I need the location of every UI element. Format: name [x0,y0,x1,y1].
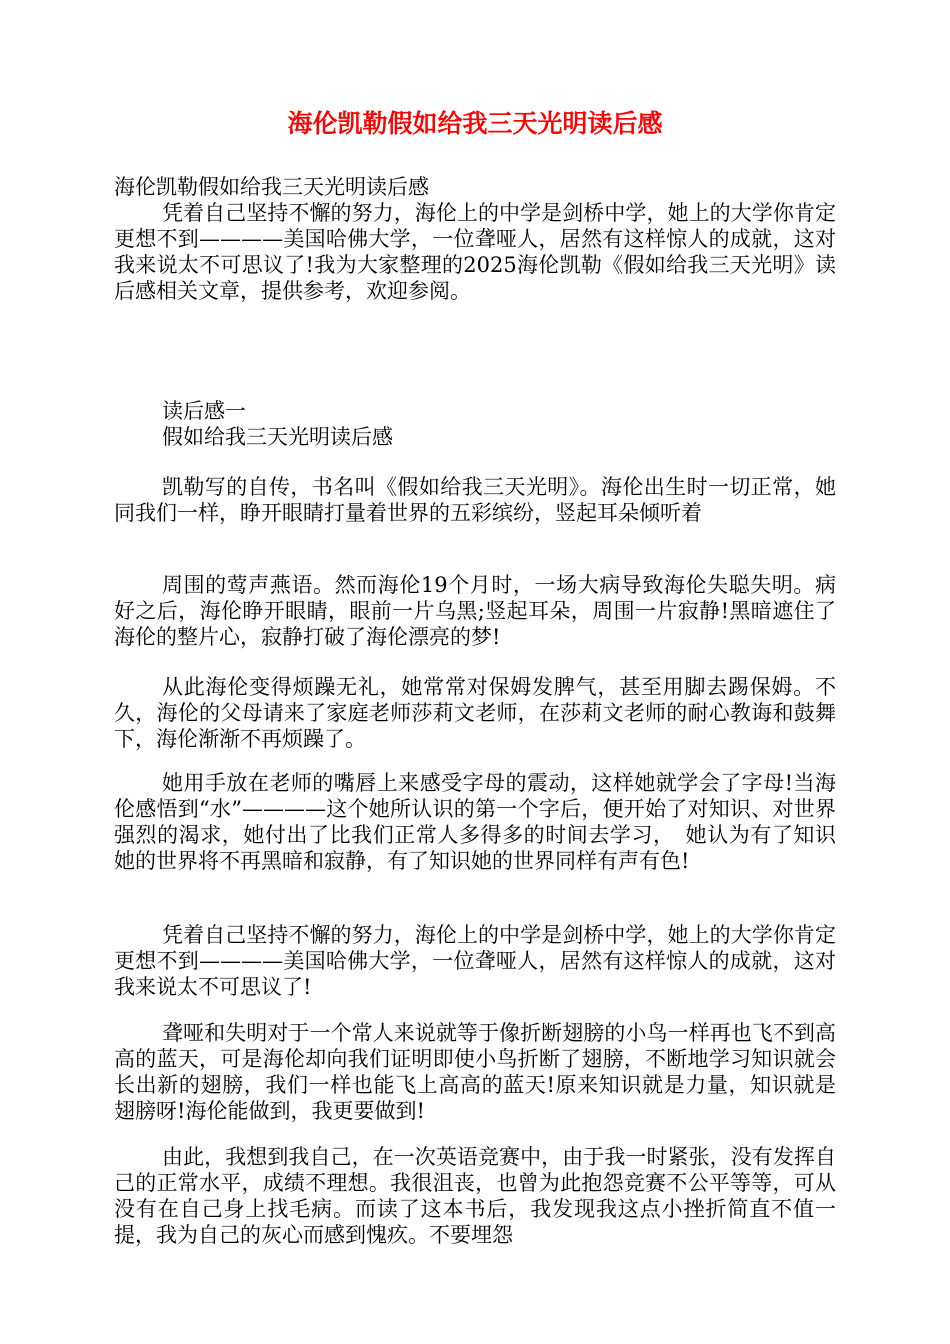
intro-heading: 海伦凯勒假如给我三天光明读后感 [114,175,429,199]
paragraph-1: 凯勒写的自传，书名叫《假如给我三天光明》。海伦出生时一切正常，她同我们一样，睁开眼睛打量着世界的五彩缤纷，竖起耳朵倾听着 [114,475,836,525]
paragraph-2: 周围的莺声燕语。然而海伦19个月时，一场大病导致海伦失聪失明。病好之后，海伦睁开眼睛，眼前一片乌黑;竖起耳朵，周围一片寂静!黑暗遮住了海伦的整片心，寂静打破了海伦漂亮的梦! [114,573,836,649]
paragraph-3: 从此海伦变得烦躁无礼，她常常对保姆发脾气，甚至用脚去踢保姆。不久，海伦的父母请来了家庭老师莎莉文老师，在莎莉文老师的耐心教诲和鼓舞下，海伦渐渐不再烦躁了。 [114,675,836,751]
document-title: 海伦凯勒假如给我三天光明读后感 [287,109,663,138]
section-label: 读后感一 [162,399,246,423]
paragraph-6: 聋哑和失明对于一个常人来说就等于像折断翅膀的小鸟一样再也飞不到高高的蓝天，可是海伦却向我们证明即使小鸟折断了翅膀，不断地学习知识就会长出新的翅膀，我们一样也能飞上高高的蓝天!原来知识就是力量，知识就是翅膀呀!海伦能做到，我更要做到! [114,1021,836,1123]
paragraph-5: 凭着自己坚持不懈的努力，海伦上的中学是剑桥中学，她上的大学你肯定更想不到————美国哈佛大学，一位聋哑人，居然有这样惊人的成就，这对我来说太不可思议了! [114,923,836,999]
paragraph-7: 由此，我想到我自己，在一次英语竞赛中，由于我一时紧张，没有发挥自己的正常水平，成绩不理想。我很沮丧，也曾为此抱怨竞赛不公平等等，可从没有在自己身上找毛病。而读了这本书后，我发现我这点小挫折简直不值一提，我为自己的灰心而感到愧疚。不要埋怨 [114,1145,836,1247]
section-title: 假如给我三天光明读后感 [162,425,393,449]
paragraph-4: 她用手放在老师的嘴唇上来感受字母的震动，这样她就学会了字母!当海伦感悟到“水”————这个她所认识的第一个字后，便开始了对知识、对世界强烈的渴求，她付出了比我们正常人多得多的时间去学习， 她认为有了知识她的世界将不再黑暗和寂静，有了知识她的世界同样有声有色! [114,771,836,873]
intro-paragraph: 凭着自己坚持不懈的努力，海伦上的中学是剑桥中学，她上的大学你肯定更想不到————美国哈佛大学，一位聋哑人，居然有这样惊人的成就，这对我来说太不可思议了!我为大家整理的2025海伦凯勒《假如给我三天光明》读后感相关文章，提供参考，欢迎参阅。 [114,201,836,303]
